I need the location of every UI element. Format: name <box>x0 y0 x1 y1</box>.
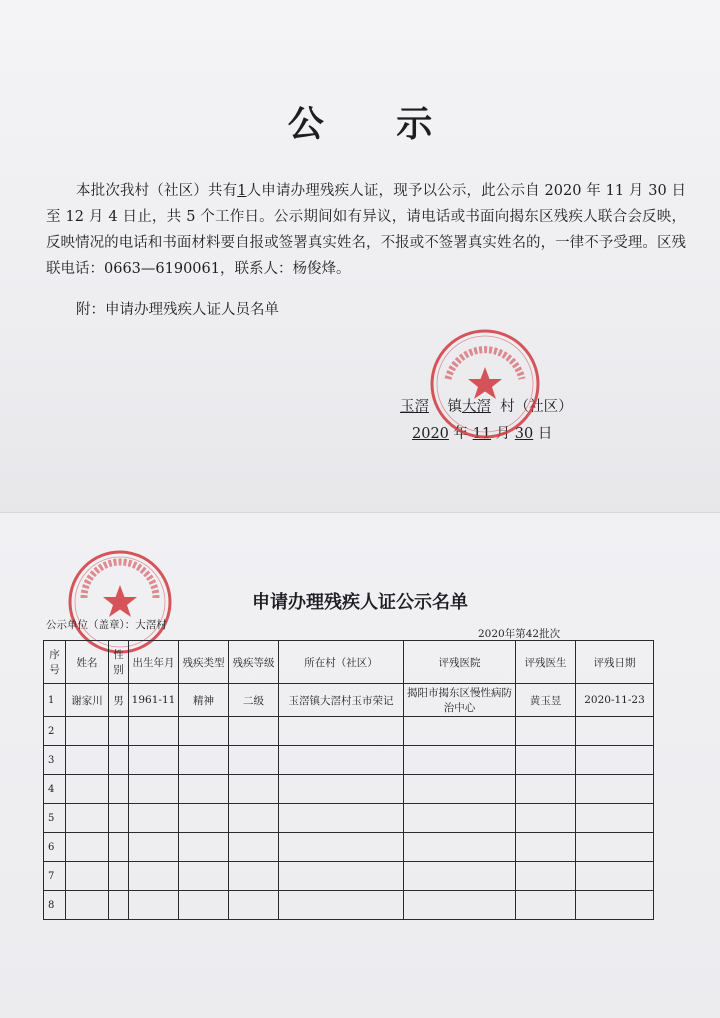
cell-date <box>576 717 654 746</box>
cell-level <box>229 775 279 804</box>
cell-hospital <box>404 717 516 746</box>
cell-level: 二级 <box>229 684 279 717</box>
cell-date <box>576 833 654 862</box>
date-year: 2020 <box>412 426 449 442</box>
cell-level <box>229 833 279 862</box>
header-gender: 性别 <box>109 641 129 684</box>
cell-birth: 1961-11 <box>129 684 179 717</box>
roster-batch: 2020年第42批次 <box>478 628 561 640</box>
roster-unit: 公示单位（盖章）：大滘村 <box>46 619 167 631</box>
table-row <box>44 775 654 804</box>
header-doctor: 评残医生 <box>516 641 576 684</box>
cell-gender <box>109 717 129 746</box>
cell-doctor <box>516 775 576 804</box>
notice-body-pre: 本批次我村（社区）共有 <box>76 183 238 199</box>
cell-birth <box>129 833 179 862</box>
cell-village <box>279 717 404 746</box>
cell-date <box>576 775 654 804</box>
cell-gender: 男 <box>109 684 129 717</box>
roster-body <box>44 684 654 920</box>
date-month: 11 <box>472 426 492 442</box>
cell-type <box>179 833 229 862</box>
cell-birth <box>129 775 179 804</box>
cell-doctor <box>516 717 576 746</box>
signature-village-name: 大滘 <box>461 399 491 415</box>
cell-hospital <box>404 804 516 833</box>
cell-doctor <box>516 833 576 862</box>
table-row <box>44 684 654 717</box>
cell-birth <box>129 891 179 920</box>
cell-level <box>229 891 279 920</box>
header-disability-level: 残疾等级 <box>229 641 279 684</box>
cell-gender <box>109 891 129 920</box>
cell-village <box>279 804 404 833</box>
cell-seq: 7 <box>44 862 66 891</box>
date-day-suffix: 日 <box>537 426 553 442</box>
cell-name <box>66 717 109 746</box>
table-row <box>44 833 654 862</box>
header-hospital: 评残医院 <box>404 641 516 684</box>
cell-name <box>66 746 109 775</box>
cell-seq: 5 <box>44 804 66 833</box>
cell-date <box>576 862 654 891</box>
cell-hospital <box>404 891 516 920</box>
cell-birth <box>129 746 179 775</box>
cell-name <box>66 891 109 920</box>
header-birth: 出生年月 <box>129 641 179 684</box>
cell-name: 谢家川 <box>66 684 109 717</box>
table-row <box>44 717 654 746</box>
signature-town: 玉滘 <box>400 399 429 415</box>
header-date: 评残日期 <box>576 641 654 684</box>
cell-seq: 8 <box>44 891 66 920</box>
cell-seq: 3 <box>44 746 66 775</box>
cell-seq: 1 <box>44 684 66 717</box>
table-row <box>44 862 654 891</box>
cell-hospital <box>404 746 516 775</box>
cell-birth <box>129 804 179 833</box>
cell-type <box>179 717 229 746</box>
cell-village: 玉滘镇大滘村玉市荣记 <box>279 684 404 717</box>
cell-date <box>576 804 654 833</box>
cell-doctor: 黄玉昱 <box>516 684 576 717</box>
cell-name <box>66 833 109 862</box>
header-disability-type: 残疾类型 <box>179 641 229 684</box>
header-village: 所在村（社区） <box>279 641 404 684</box>
cell-gender <box>109 775 129 804</box>
cell-doctor <box>516 746 576 775</box>
cell-date <box>576 891 654 920</box>
official-seal-notice <box>428 327 542 441</box>
cell-type <box>179 746 229 775</box>
cell-gender <box>109 833 129 862</box>
date-year-suffix: 年 <box>453 426 469 442</box>
header-name: 姓名 <box>66 641 109 684</box>
cell-hospital <box>404 833 516 862</box>
notice-body <box>46 178 686 282</box>
cell-level <box>229 746 279 775</box>
cell-doctor <box>516 891 576 920</box>
cell-type <box>179 891 229 920</box>
cell-name <box>66 804 109 833</box>
cell-birth <box>129 862 179 891</box>
cell-gender <box>109 746 129 775</box>
cell-village <box>279 862 404 891</box>
date-month-suffix: 月 <box>495 426 511 442</box>
notice-body-post: 人申请办理残疾人证，现予以公示，此公示自 2020 年 11 月 30 日至 12 月 4 日止，共 5 个工作日。公示期间如有异议，请电话或书面向揭东区残疾人联合会反映，反映情况的电话和书面材料要自报或签署真实姓名，不报或不签署真实姓名的，一律不予受理。区残联电话：0663—6190061，联系人：杨俊烽。 <box>46 183 686 277</box>
cell-level <box>229 717 279 746</box>
cell-hospital: 揭阳市揭东区慢性病防治中心 <box>404 684 516 717</box>
cell-date: 2020-11-23 <box>576 684 654 717</box>
table-row <box>44 746 654 775</box>
cell-doctor <box>516 804 576 833</box>
cell-type: 精神 <box>179 684 229 717</box>
cell-seq: 2 <box>44 717 66 746</box>
table-row <box>44 891 654 920</box>
roster-table <box>43 640 654 920</box>
cell-birth <box>129 717 179 746</box>
cell-type <box>179 804 229 833</box>
cell-type <box>179 775 229 804</box>
cell-hospital <box>404 775 516 804</box>
applicant-count: 1 <box>237 183 247 199</box>
cell-seq: 4 <box>44 775 66 804</box>
cell-village <box>279 833 404 862</box>
roster-header-row <box>44 641 654 684</box>
cell-level <box>229 862 279 891</box>
cell-gender <box>109 862 129 891</box>
notice-attachment: 附：申请办理残疾人证人员名单 <box>76 302 279 318</box>
cell-village <box>279 775 404 804</box>
cell-level <box>229 804 279 833</box>
cell-doctor <box>516 862 576 891</box>
cell-name <box>66 862 109 891</box>
cell-hospital <box>404 862 516 891</box>
date-day: 30 <box>514 426 534 442</box>
roster-title: 申请办理残疾人证公示名单 <box>252 592 468 613</box>
signature-village-suffix: 村（社区） <box>500 399 573 415</box>
cell-date <box>576 746 654 775</box>
cell-gender <box>109 804 129 833</box>
table-row <box>44 804 654 833</box>
header-seq: 序号 <box>44 641 66 684</box>
cell-seq: 6 <box>44 833 66 862</box>
cell-type <box>179 862 229 891</box>
notice-title: 公 示 <box>287 103 463 145</box>
signature-town-suffix: 镇 <box>447 399 462 415</box>
cell-village <box>279 891 404 920</box>
cell-village <box>279 746 404 775</box>
cell-name <box>66 775 109 804</box>
